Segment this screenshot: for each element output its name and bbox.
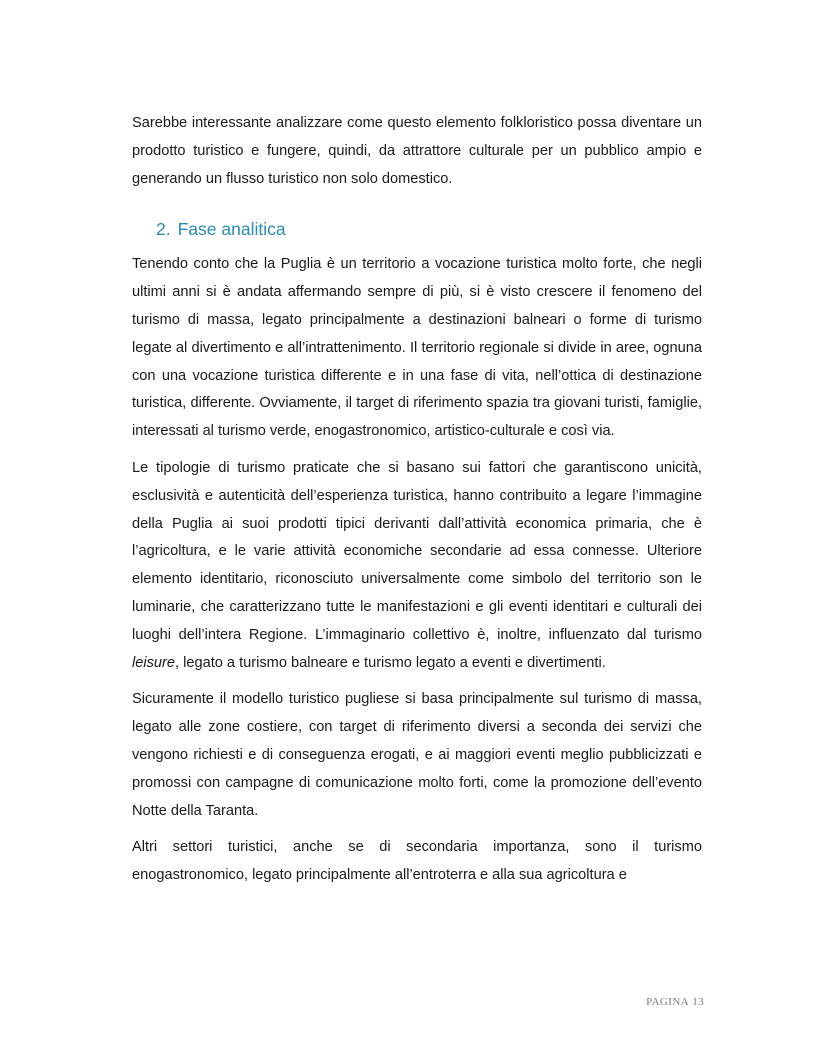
- paragraph-text: Le tipologie di turismo praticate che si basano sui fattori che garantiscono unicità, esclusività e autenticità dell’esperienza turistica, hanno contribuito a legare l’immagine della Puglia ai suoi prodotti tipici derivanti dall’attività economica primaria, che è l’agricoltura, e le varie attività economiche secondarie ad essa connesse. Ulteriore elemento identitario, riconosciuto universalmente come simbolo del territorio son le luminarie, che caratterizzano tutte le manifestazioni e gli eventi identitari e culturali dei luoghi dell’intera Regione. L’immaginario collettivo è, inoltre, influenzato dal turismo: [132, 459, 702, 643]
- intro-paragraph: Sarebbe interessante analizzare come questo elemento folkloristico possa diventare un prodotto turistico e fungere, quindi, da attrattore culturale per un pubblico ampio e generando un flusso turistico non solo domestico.: [132, 115, 702, 187]
- section-title: Fase analitica: [177, 219, 286, 240]
- page-footer: [646, 996, 704, 1008]
- paragraph-text: , legato a turismo balneare e turismo legato a eventi e divertimenti.: [175, 654, 606, 671]
- page-number: 13: [692, 996, 704, 1008]
- document-page: [132, 110, 702, 890]
- paragraph-puglia-vocazione: Tenendo conto che la Puglia è un territorio a vocazione turistica molto forte, che negli ultimi anni si è andata affermando sempre di più, si è visto crescere il fenomeno del turismo di massa, legato principalmente a destinazioni balneari o forme di turismo legate al divertimento e all’intrattenimento. Il territorio regionale si divide in aree, ognuna con una vocazione turistica differente e in una fase di vita, nell’ottica di destinazione turistica, differente. Ovviamente, il target di riferimento spazia tra giovani turisti, famiglie, interessati al turismo verde, enogastronomico, artistico-culturale e così via.: [132, 256, 702, 440]
- page-label: PAGINA: [646, 996, 690, 1008]
- paragraph-altri-settori: Altri settori turistici, anche se di secondaria importanza, sono il turismo enogastronomico, legato principalmente all’entroterra e alla sua agricoltura e: [132, 839, 702, 884]
- paragraph-tipologie-turismo: [132, 455, 702, 677]
- section-heading: [156, 215, 702, 243]
- paragraph-modello-turistico: Sicuramente il modello turistico pugliese si basa principalmente sul turismo di massa, legato alle zone costiere, con target di riferimento diversi a seconda dei servizi che vengono richiesti e di conseguenza erogati, e ai maggiori eventi meglio pubblicizzati e promossi con campagne di comunicazione molto forti, come la promozione dell’evento Notte della Taranta.: [132, 691, 702, 819]
- section-number: 2.: [156, 219, 171, 240]
- emphasis-leisure: leisure: [132, 654, 175, 671]
